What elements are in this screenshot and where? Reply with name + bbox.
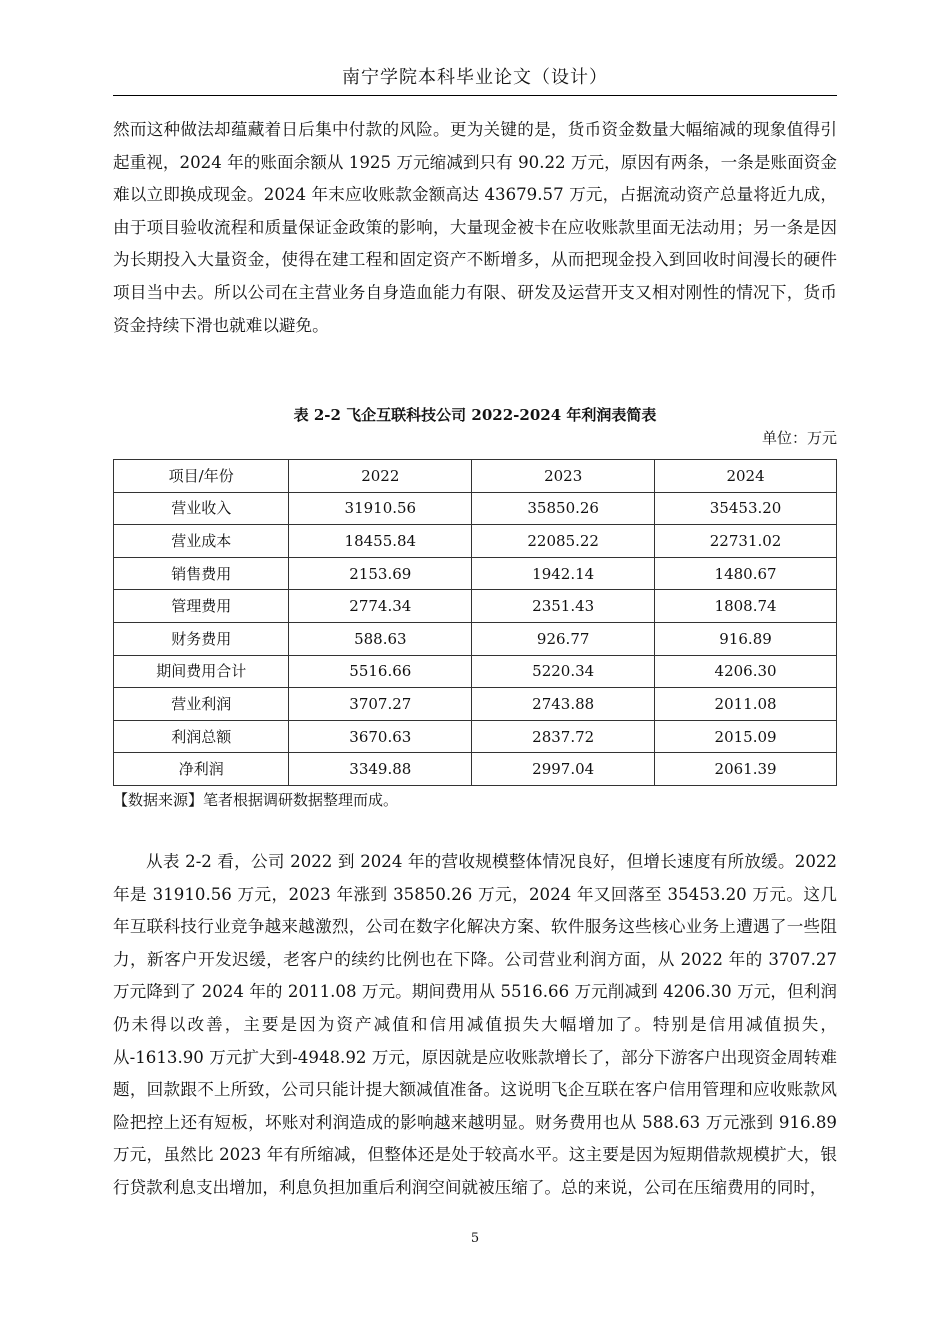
row-label-cell: 营业利润 <box>114 688 289 721</box>
row-label-cell: 财务费用 <box>114 622 289 655</box>
table-cell: 35453.20 <box>655 492 837 525</box>
table-cell: 22731.02 <box>655 525 837 558</box>
table-source-note: 【数据来源】笔者根据调研数据整理而成。 <box>113 791 399 809</box>
table-row <box>114 622 837 655</box>
page-number: 5 <box>470 1231 480 1246</box>
table-row <box>114 720 837 753</box>
row-label-cell: 营业收入 <box>114 492 289 525</box>
table-cell: 5220.34 <box>472 655 655 688</box>
table-cell: 31910.56 <box>289 492 472 525</box>
table-cell: 1480.67 <box>655 557 837 590</box>
table-cell: 2837.72 <box>472 720 655 753</box>
table-cell: 2351.43 <box>472 590 655 623</box>
table-cell: 4206.30 <box>655 655 837 688</box>
row-label-cell: 利润总额 <box>114 720 289 753</box>
table-cell: 3670.63 <box>289 720 472 753</box>
body-paragraph-1: 然而这种做法却蕴藏着日后集中付款的风险。更为关键的是，货币资金数量大幅缩减的现象值得引起重视，2024 年的账面余额从 1925 万元缩减到只有 90.22 万元，原因有两条，一条是账面资金难以立即换成现金。2024 年末应收账款金额高达 43679.57 万元，占据流动资产总量将近九成，由于项目验收流程和质量保证金政策的影响，大量现金被卡在应收账款里面无法动用；另一条是因为长期投入大量资金，使得在建工程和固定资产不断增多，从而把现金投入到回收时间漫长的硬件项目当中去。所以公司在主营业务自身造血能力有限、研发及运营开支又相对刚性的情况下，货币资金持续下滑也就难以避免。 <box>113 120 837 335</box>
table-cell: 588.63 <box>289 622 472 655</box>
table-cell: 2015.09 <box>655 720 837 753</box>
table-cell: 1808.74 <box>655 590 837 623</box>
table-cell: 18455.84 <box>289 525 472 558</box>
table-cell: 2061.39 <box>655 753 837 786</box>
table-cell: 5516.66 <box>289 655 472 688</box>
table-cell: 2743.88 <box>472 688 655 721</box>
table-cell: 916.89 <box>655 622 837 655</box>
table-cell: 2774.34 <box>289 590 472 623</box>
row-label-cell: 期间费用合计 <box>114 655 289 688</box>
header-cell: 项目/年份 <box>114 460 289 493</box>
row-label-cell: 营业成本 <box>114 525 289 558</box>
table-cell: 926.77 <box>472 622 655 655</box>
row-label-cell: 净利润 <box>114 753 289 786</box>
table-cell: 3707.27 <box>289 688 472 721</box>
row-label-cell: 管理费用 <box>114 590 289 623</box>
table-row <box>114 688 837 721</box>
header-cell: 2022 <box>289 460 472 493</box>
table-row <box>114 492 837 525</box>
body-paragraph-2: 从表 2-2 看，公司 2022 到 2024 年的营收规模整体情况良好，但增长速度有所放缓。2022 年是 31910.56 万元，2023 年涨到 35850.26 万元，2024 年又回落至 35453.20 万元。这几年互联科技行业竞争越来越激烈，公司在数字化解决方案、软件服务这些核心业务上遭遇了一些阻力，新客户开发迟缓，老客户的续约比例也在下降。公司营业利润方面，从 2022 年的 3707.27 万元降到了 2024 年的 2011.08 万元。期间费用从 5516.66 万元削减到 4206.30 万元，但利润仍未得以改善，主要是因为资产减值和信用减值损失大幅增加了。特别是信用减值损失，从-1613.90 万元扩大到-4948.92 万元，原因就是应收账款增长了，部分下游客户出现资金周转难题，回款跟不上所致，公司只能计提大额减值准备。这说明飞企互联在客户信用管理和应收账款风险把控上还有短板，坏账对利润造成的影响越来越明显。财务费用也从 588.63 万元涨到 916.89 万元，虽然比 2023 年有所缩减，但整体还是处于较高水平。这主要是因为短期借款规模扩大，银行贷款利息支出增加，利息负担加重后利润空间就被压缩了。总的来说，公司在压缩费用的同时， <box>113 852 837 1197</box>
row-label-cell: 销售费用 <box>114 557 289 590</box>
table-cell: 2997.04 <box>472 753 655 786</box>
profit-statement-table <box>113 459 837 786</box>
table-cell: 35850.26 <box>472 492 655 525</box>
page-header-title: 南宁学院本科毕业论文（设计） <box>342 67 608 88</box>
table-unit-label: 单位：万元 <box>761 429 837 447</box>
table-row <box>114 590 837 623</box>
table-cell: 3349.88 <box>289 753 472 786</box>
table-row <box>114 655 837 688</box>
table-cell: 2153.69 <box>289 557 472 590</box>
header-cell: 2023 <box>472 460 655 493</box>
table-header-row <box>114 460 837 493</box>
table-row <box>114 557 837 590</box>
table-cell: 2011.08 <box>655 688 837 721</box>
header-divider <box>113 95 837 96</box>
table-cell: 22085.22 <box>472 525 655 558</box>
table-cell: 1942.14 <box>472 557 655 590</box>
table-row <box>114 753 837 786</box>
table-caption: 表 2-2 飞企互联科技公司 2022-2024 年利润表简表 <box>293 406 657 424</box>
table-row <box>114 525 837 558</box>
header-cell: 2024 <box>655 460 837 493</box>
